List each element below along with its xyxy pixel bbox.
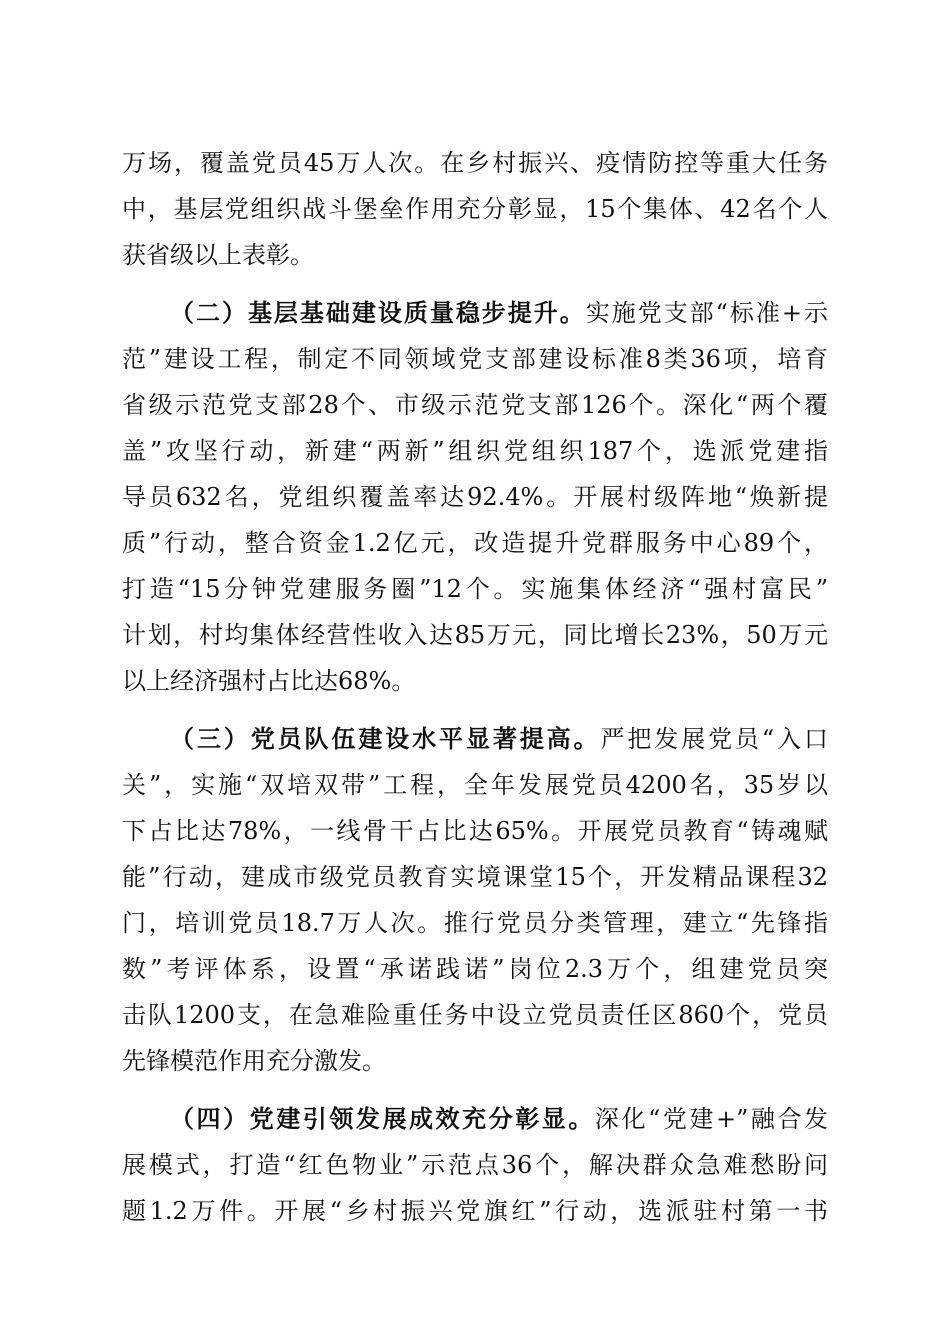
text-line: 中，基层党组织战斗堡垒作用充分彰显，15个集体、42名个人 — [122, 195, 828, 223]
paragraph-gap — [122, 278, 828, 290]
text-line: 省级示范党支部28个、市级示范党支部126个。深化“两个覆 — [122, 391, 828, 419]
text-line — [122, 716, 828, 762]
text-line: 下占比达78%，一线骨干占比达65%。开展党员教育“铸魂赋 — [122, 817, 828, 845]
text-line: 质”行动，整合资金1.2亿元，改造提升党群服务中心89个， — [122, 529, 828, 557]
text-line: 数”考评体系，设置“承诺践诺”岗位2.3万个，组建党员突 — [122, 955, 828, 983]
section-heading-4: （四）党建引领发展成效充分彰显。 — [170, 1104, 595, 1133]
text-line: 获省级以上表彰。 — [122, 241, 314, 269]
text-line: 先锋模范作用充分激发。 — [122, 1047, 386, 1075]
text-line: 击队1200支，在急难险重任务中设立党员责任区860个，党员 — [122, 1001, 828, 1029]
paragraph-2 — [122, 290, 828, 704]
text-line: 以上经济强村占比达68%。 — [122, 667, 416, 695]
text-line: 展模式，打造“红色物业”示范点36个，解决群众急难愁盼问 — [122, 1151, 828, 1179]
paragraph-3 — [122, 716, 828, 1084]
text-line: 盖”攻坚行动，新建“两新”组织党组织187个，选派党建指 — [122, 437, 828, 465]
text-line — [122, 290, 828, 336]
paragraph-1 — [122, 140, 828, 278]
text-line: 能”行动，建成市级党员教育实境课堂15个，开发精品课程32 — [122, 863, 828, 891]
paragraph-gap — [122, 704, 828, 716]
text-line: 计划，村均集体经营性收入达85万元，同比增长23%，50万元 — [122, 621, 828, 649]
paragraph-4 — [122, 1096, 828, 1234]
text-line: 导员632名，党组织覆盖率达92.4%。开展村级阵地“焕新提 — [122, 483, 828, 511]
text-run: 实施党支部“标准+示 — [585, 299, 828, 327]
text-line — [122, 1096, 828, 1142]
paragraph-gap — [122, 1084, 828, 1096]
document-body — [122, 140, 828, 1234]
text-line: 范”建设工程，制定不同领域党支部建设标准8类36项，培育 — [122, 345, 828, 373]
text-line: 题1.2万件。开展“乡村振兴党旗红”行动，选派驻村第一书 — [122, 1197, 828, 1225]
section-heading-2: （二）基层基础建设质量稳步提升。 — [170, 298, 586, 327]
text-line: 关”，实施“双培双带”工程，全年发展党员4200名，35岁以 — [122, 771, 828, 799]
text-run: 深化“党建+”融合发 — [594, 1105, 829, 1133]
text-run: 严把发展党员“入口 — [600, 725, 828, 753]
section-heading-3: （三）党员队伍建设水平显著提高。 — [170, 724, 601, 753]
text-line: 打造“15分钟党建服务圈”12个。实施集体经济“强村富民” — [122, 575, 828, 603]
text-line: 万场，覆盖党员45万人次。在乡村振兴、疫情防控等重大任务 — [122, 149, 828, 177]
text-line: 门，培训党员18.7万人次。推行党员分类管理，建立“先锋指 — [122, 909, 828, 937]
